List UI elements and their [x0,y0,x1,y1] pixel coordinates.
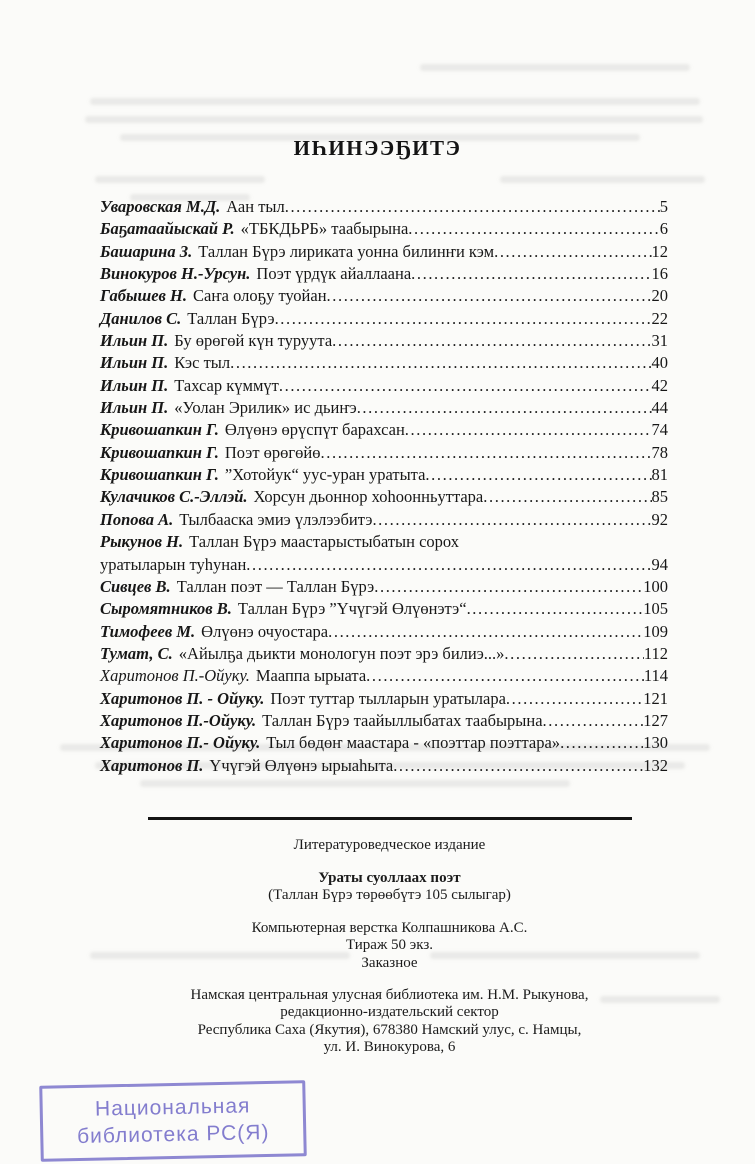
toc-entry-page-number: 94 [651,554,668,574]
toc-entry-title: «Уолан Эрилик» ис дьиҥэ [174,398,357,418]
toc-entry [100,643,668,665]
dot-leader [405,419,652,441]
toc-entry-page-number: 114 [643,666,668,686]
publisher-street: ул. И. Винокурова, 6 [323,1039,456,1056]
bleed-through-artifact [140,780,570,787]
toc-entry-page-number: 22 [651,308,668,328]
toc-entry-title: Таллан Бүрэ ”Үчүгэй Өлүөнэтэ“ [237,599,467,619]
toc-entry-author: Ильин П. [100,331,169,351]
bleed-through-artifact [420,64,690,71]
toc-entry-author: Данилов С. [100,308,182,328]
toc-entry-title: Аан тыл [226,197,285,216]
layout-credit: Компьютерная верстка Колпашникова А.С. [251,919,528,936]
toc-entry [100,598,668,620]
toc-entry-page-number: 42 [651,375,668,395]
toc-entry [100,688,668,710]
dot-leader [366,665,644,687]
toc-entry-page-number: 100 [643,576,668,596]
toc-entry-title: Таллан Бүрэ [187,308,275,328]
publisher-name: Намская центральная улусная библиотека им. Н.М. Рыкунова, [190,986,589,1003]
toc-entry-author: Харитонов П. - Ойуку. [100,688,265,708]
toc-entry-page-number: 130 [643,733,668,753]
toc-entry [100,576,668,598]
toc-entry-page-number: 6 [659,219,668,239]
dot-leader [504,643,643,665]
toc-entry [100,352,668,374]
dot-leader [411,263,651,285]
library-stamp [39,1080,307,1162]
toc-entry-page-number: 16 [651,264,668,284]
toc-entry [100,531,668,553]
toc-entry-author: Габышев Н. [100,286,188,306]
toc-entry-author: Баҕатаайыскай Р. [100,219,235,239]
dot-leader [230,352,651,374]
dot-leader [357,397,652,419]
toc-entry-title: Хорсун дьоннор хоһоонньуттара [253,487,484,507]
toc-entry-title: Таллан поэт — Таллан Бүрэ [176,576,375,596]
divider-line [148,817,632,820]
toc-entry-page-number: 112 [643,643,668,663]
toc-entry-author: Башарина З. [100,241,193,261]
toc-entry [100,218,668,240]
toc-entry-page-number: 85 [651,487,668,507]
toc-entry-page-number: 31 [651,331,668,351]
toc-entry-author: Попова А. [100,509,174,529]
toc-entry-author: Рыкунов Н. [100,532,184,552]
toc-entry-page-number: 105 [643,599,668,619]
toc-entry-page-number: 109 [643,621,668,641]
toc-entry-page-number: 12 [651,241,668,261]
toc-entry-author: Уваровская М.Д. [100,197,221,216]
toc-entry [100,442,668,464]
toc-entry-page-number: 20 [651,286,668,306]
toc-entry [100,241,668,263]
toc-entry-author: Харитонов П.-Ойуку. [100,710,257,730]
publisher-sector: редакционно-издательский сектор [280,1004,499,1021]
dot-leader [408,218,659,240]
toc-entry-title: Өлүөнэ өрүспүт барахсан [224,420,405,440]
dot-leader [374,576,643,598]
toc-entry-page-number: 5 [659,197,668,216]
toc-entry-title: Кэс тыл [174,353,231,373]
toc-entry-page-number: 78 [651,442,668,462]
toc-entry-author: Кривошапкин Г. [100,465,219,485]
toc-entry-author: Винокуров Н.-Урсун. [100,264,251,284]
dot-leader [494,241,651,263]
toc-entry-title: Тылбааска эмиэ үлэлээбитэ [179,509,373,529]
dot-leader [275,308,652,330]
bleed-through-artifact [90,98,700,105]
toc-entry-title: ”Хотойук“ уус-уран уратыта [224,465,426,485]
toc-entry [100,196,668,218]
toc-entry [100,263,668,285]
colophon [24,837,755,1057]
toc-entry-title: Мааппа ырыата [255,666,367,686]
dot-leader [279,375,652,397]
toc-entry-title: Таллан Бүрэ лириката уонна билинҥи кэм [198,241,495,261]
toc-entry-title: Өлүөнэ очуостара [201,621,329,641]
toc-entry-page-number: 74 [651,420,668,440]
toc-entry-author: Харитонов П.- Ойуку. [100,733,261,753]
toc-entry-author: Харитонов П.-Ойуку. [100,666,250,686]
book-subtitle: (Таллан Бүрэ төрөөбүтэ 105 сылыгар) [268,887,511,904]
toc-entry-title: уратыларын туһунан [100,554,247,574]
order-note: Заказное [361,954,418,971]
page-title: ИҺИНЭЭҔИТЭ [293,136,462,160]
toc-entry-title: «Айылҕа дьикти монологун поэт эрэ билиэ...» [178,643,505,663]
toc-entry-title: Саҥа олоҕу туойан [193,286,327,306]
toc-entry-page-number: 40 [651,353,668,373]
dot-leader [321,442,652,464]
book-title: Ураты суоллаах поэт [318,869,461,886]
toc-entry-page-number: 92 [651,509,668,529]
toc-entry-page-number: 132 [643,755,668,775]
toc-entry-author: Сивцев В. [100,576,171,596]
dot-leader [393,755,643,777]
toc-entry-author: Ильин П. [100,398,169,418]
dot-leader [246,554,651,576]
toc-entry [100,621,668,643]
library-stamp-line2: библиотека РС(Я) [76,1120,270,1149]
toc-entry-author: Ильин П. [100,353,169,373]
toc-entry-title: Тахсар күммүт [174,375,279,395]
toc-entry-title: Тыл бөдөҥ маастара - «поэттар поэттара» [266,733,561,753]
dot-leader [467,598,644,620]
toc-entry [100,330,668,352]
dot-leader [543,710,644,732]
toc-entry [100,464,668,486]
dot-leader [483,486,651,508]
dot-leader [328,621,643,643]
toc-entry-title: Поэт үрдүк айаллаана [256,264,412,284]
dot-leader [327,285,652,307]
toc-entry-author: Ильин П. [100,375,169,395]
table-of-contents [100,196,668,777]
toc-entry-page-number: 44 [651,398,668,418]
toc-entry-author: Кулачиков С.-Эллэй. [100,487,248,507]
toc-entry [100,732,668,754]
toc-entry-title: «ТБКДЬРБ» таабырына [240,219,409,239]
bleed-through-artifact [85,116,703,123]
toc-entry-title: Бу өрөгөй күн туруута [174,331,333,351]
toc-entry-author: Кривошапкин Г. [100,442,219,462]
publisher-address: Республика Саха (Якутия), 678380 Намский улус, с. Намцы, [197,1021,582,1038]
toc-entry-author: Кривошапкин Г. [100,420,219,440]
toc-entry-title: Үчүгэй Өлүөнэ ырыаһыта [209,755,394,775]
toc-entry-author: Тимофеев М. [100,621,196,641]
toc-entry [100,665,668,687]
toc-entry [100,486,668,508]
toc-entry-author: Тумат, С. [100,643,173,663]
toc-entry-author: Сыромятников В. [100,599,232,619]
toc-entry [100,285,668,307]
library-stamp-line1: Национальная [94,1094,251,1121]
toc-entry-page-number: 81 [651,465,668,485]
toc-entry [100,755,668,777]
toc-entry-author: Харитонов П. [100,755,204,775]
edition-type: Литературоведческое издание [293,837,486,853]
dot-leader [425,464,651,486]
toc-entry-title: Поэт өрөгөйө [224,442,321,462]
dot-leader [285,196,660,218]
toc-entry [100,375,668,397]
toc-entry [100,419,668,441]
dot-leader [506,688,643,710]
toc-entry [100,308,668,330]
bleed-through-artifact [95,176,265,183]
toc-entry-page-number: 121 [643,688,668,708]
toc-entry [100,509,668,531]
dot-leader [372,509,651,531]
toc-entry-title: Поэт туттар тылларын уратылара [270,688,506,708]
dot-leader [560,732,643,754]
toc-entry [100,397,668,419]
toc-entry-title: Таллан Бүрэ маастарыстыбатын сорох [189,532,460,552]
bleed-through-artifact [500,176,705,183]
print-run: Тираж 50 экз. [345,937,434,954]
toc-entry [100,554,668,576]
toc-entry-page-number: 127 [643,710,668,730]
toc-entry [100,710,668,732]
dot-leader [332,330,651,352]
toc-entry-title: Таллан Бүрэ таайыллыбатах таабырына [262,710,543,730]
